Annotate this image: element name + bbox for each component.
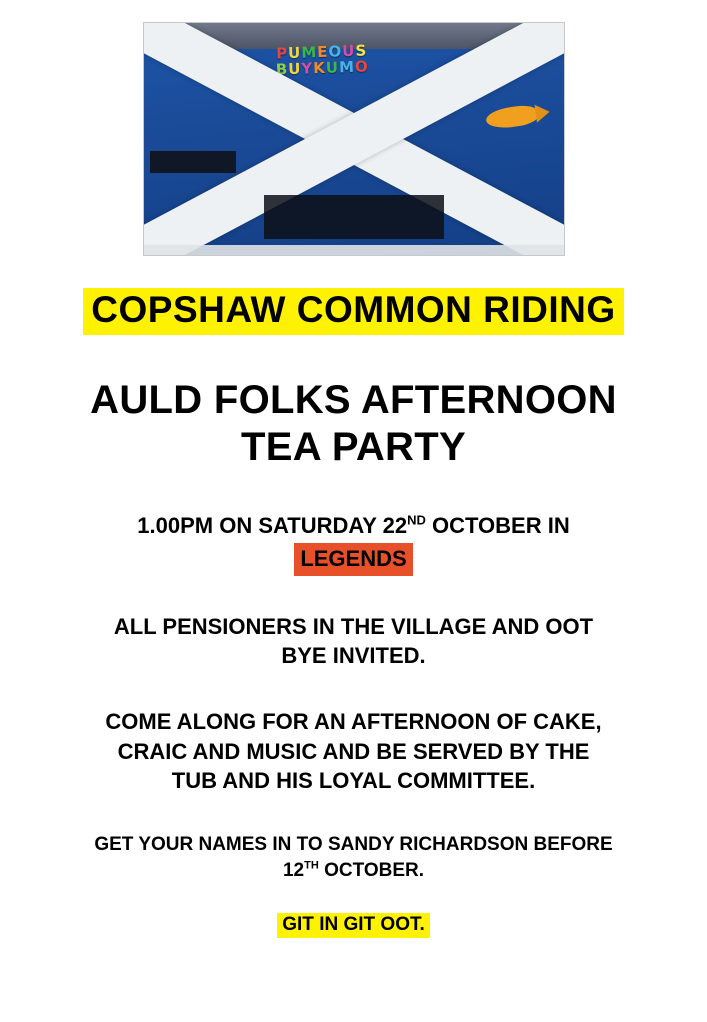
flag-dark-block-left <box>150 151 236 173</box>
venue-row <box>34 541 674 576</box>
body-line-2: CRAIC AND MUSIC AND BE SERVED BY THE <box>117 738 590 764</box>
flag-graphic <box>144 23 564 255</box>
footer-slogan <box>44 913 664 938</box>
rsvp-text <box>44 832 664 883</box>
banner-title-text: COPSHAW COMMON RIDING <box>83 288 623 335</box>
headline-line-1: AULD FOLKS AFTERNOON <box>90 377 617 422</box>
body-line-3: TUB AND HIS LOYAL COMMITTEE. <box>171 768 536 794</box>
event-datetime-line <box>34 511 674 541</box>
event-time-date: 1.00PM ON SATURDAY 22 <box>137 513 408 539</box>
venue-name: LEGENDS <box>294 543 412 576</box>
body-text <box>44 707 664 796</box>
bunting-letters: PUMEOUS BUYKUMO <box>274 41 369 79</box>
saltire-flag-photo <box>143 22 565 256</box>
invitation-text <box>44 612 664 671</box>
invitation-line-1: ALL PENSIONERS IN THE VILLAGE AND OOT <box>113 613 594 639</box>
rsvp-ordinal: TH <box>304 859 319 872</box>
invitation-line-2: BYE INVITED. <box>281 643 426 669</box>
page-title <box>34 377 674 471</box>
banner-title <box>49 288 659 335</box>
event-date-suffix: OCTOBER IN <box>425 513 570 539</box>
rsvp-deadline-number: 12 <box>282 859 305 881</box>
fish-icon <box>484 103 538 130</box>
rsvp-line-1: GET YOUR NAMES IN TO SANDY RICHARDSON BEFORE <box>94 834 613 856</box>
rsvp-line-2 <box>44 858 664 884</box>
poster-page <box>0 22 707 1022</box>
flag-dark-block-bottom <box>264 195 444 239</box>
headline-line-2: TEA PARTY <box>241 425 466 470</box>
rsvp-deadline-suffix: OCTOBER. <box>318 859 425 881</box>
date-ordinal: ND <box>407 512 426 528</box>
event-datetime <box>34 511 674 575</box>
body-line-1: COME ALONG FOR AN AFTERNOON OF CAKE, <box>105 708 602 734</box>
flag-bottom-strip <box>144 245 564 255</box>
footer-slogan-text: GIT IN GIT OOT. <box>277 913 430 938</box>
